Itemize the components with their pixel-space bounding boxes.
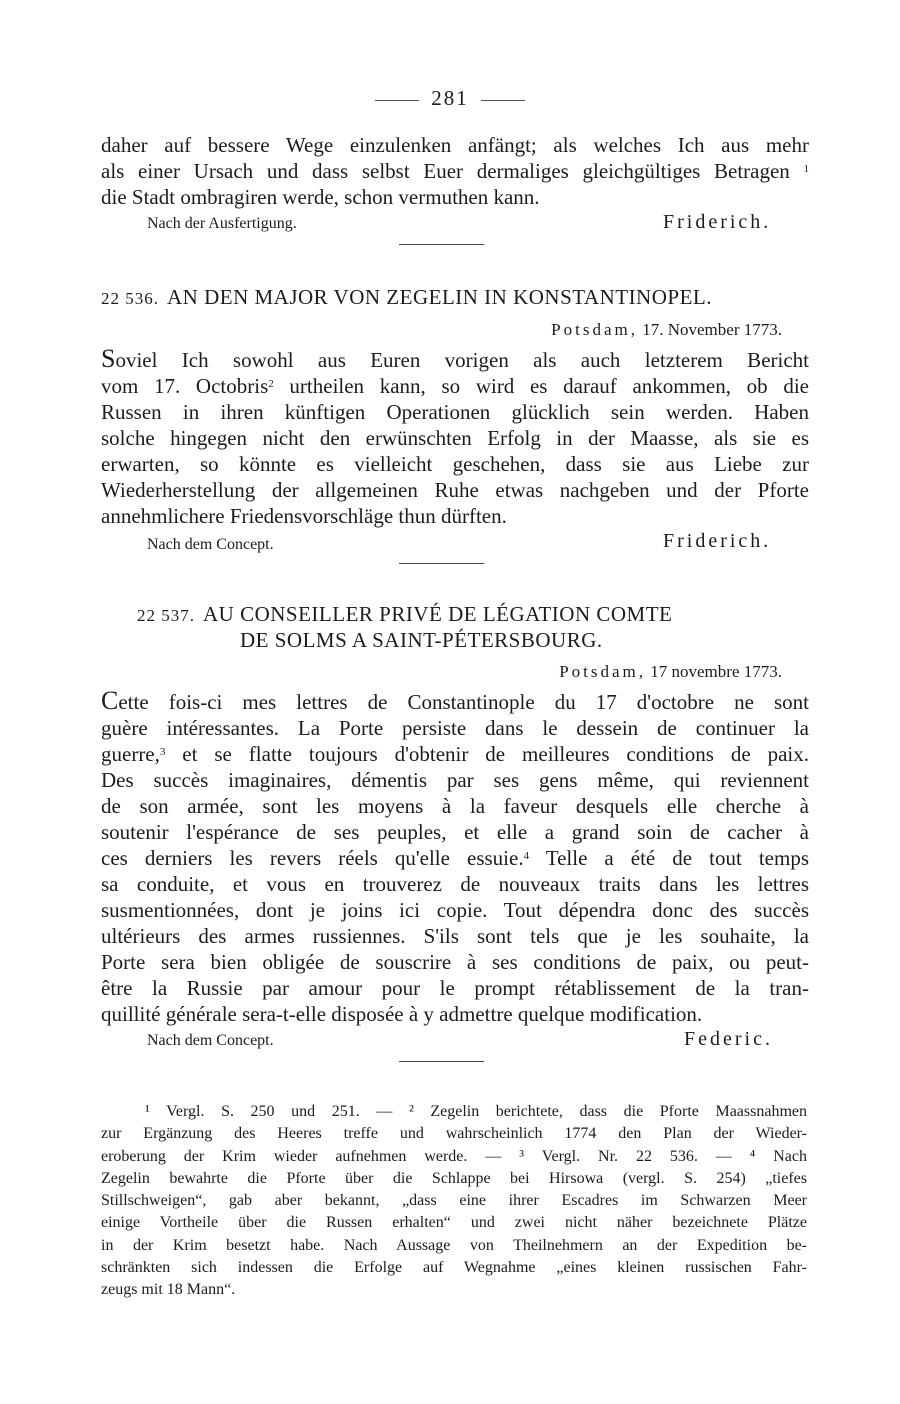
- footnote-line: Stillschweigen“, gab aber bekannt, „dass eine ihrer Escadres im Schwarzen Meer: [101, 1192, 807, 1210]
- body-line: erwarten, so könnte es vielleicht geschehen, dass sie aus Liebe zur: [101, 452, 809, 476]
- body-line: Wiederherstellung der allgemeinen Ruhe etwas nachgeben und der Pforte: [101, 478, 809, 502]
- section-divider: [399, 563, 484, 564]
- body-line: daher auf bessere Wege einzulenken anfängt; als welches Ich aus mehr: [101, 133, 809, 157]
- footnote-marker: 3: [159, 746, 166, 758]
- letter-heading-continued: DE SOLMS A SAINT-PÉTERSBOURG.: [240, 628, 603, 652]
- letter-addressee: AN DEN MAJOR VON ZEGELIN IN KONSTANTINOPEL.: [167, 285, 712, 309]
- initial-letter: C: [101, 686, 119, 715]
- body-line: Russen in ihren künftigen Operationen glücklich sein werden. Haben: [101, 400, 809, 424]
- letter-heading: [101, 285, 809, 310]
- body-line: vom 17. Octobris$^2$ urtheilen kann, so wird es darauf ankommen, ob die: [101, 374, 809, 398]
- letter-body: [101, 688, 809, 1027]
- footnote-line: einige Vortheile über die Russen erhalten“ und zwei nicht näher bezeichnete Plätze: [101, 1214, 807, 1232]
- letter-dateline: Potsdam, 17. November 1773.: [551, 320, 782, 339]
- body-line: die Stadt ombragiren werde, schon vermuthen kann.: [101, 185, 540, 209]
- footnote-line: zeugs mit 18 Mann“.: [101, 1281, 236, 1299]
- body-line: als einer Ursach und dass selbst Euer dermaliges gleichgültiges Betragen $^1$: [101, 159, 809, 183]
- signature: Federic.: [684, 1028, 773, 1050]
- body-line: solche hingegen nicht den erwünschten Erfolg in der Maasse, als sie es: [101, 426, 809, 450]
- letter-number: 22 536.: [101, 289, 159, 308]
- body-line: guère intéressantes. La Porte persiste dans le dessein de continuer la: [101, 716, 809, 740]
- body-line: Cette fois-ci mes lettres de Constantinople du 17 d'octobre ne sont: [101, 686, 809, 715]
- body-line: soutenir l'espérance de ses peuples, et elle a grand soin de cacher à: [101, 820, 809, 844]
- body-line: Des succès imaginaires, démentis par ses gens même, qui reviennent: [101, 768, 809, 792]
- letter-heading: [137, 602, 845, 627]
- body-line: guerre,$^3$ et se flatte toujours d'obtenir de meilleures conditions de paix.: [101, 742, 809, 766]
- header-rule-left: [375, 100, 419, 101]
- letter-dateline: Potsdam, 17 novembre 1773.: [559, 662, 782, 681]
- signature: Friderich.: [663, 530, 772, 552]
- signature: Friderich.: [663, 211, 772, 233]
- section-divider: [399, 244, 484, 245]
- body-line: Soviel Ich sowohl aus Euren vorigen als auch letzterem Bericht: [101, 344, 809, 373]
- page-number: 281: [431, 86, 469, 110]
- body-line: Porte sera bien obligée de souscrire à ses conditions de paix, ou peut-: [101, 950, 809, 974]
- section-divider: [399, 1061, 484, 1062]
- body-line: susmentionnées, dont je joins ici copie. Tout dépendra donc des succès: [101, 898, 809, 922]
- continuation-paragraph: [101, 132, 809, 210]
- footnote-marker: 2: [268, 378, 274, 390]
- body-line: de son armée, sont les moyens à la faveur desquels elle cherche à: [101, 794, 809, 818]
- letter-addressee: AU CONSEILLER PRIVÉ DE LÉGATION COMTE: [203, 602, 673, 626]
- footnote-line: in der Krim besetzt habe. Nach Aussage von Theilnehmern an der Expedition be-: [101, 1236, 807, 1254]
- body-line: ultérieurs des armes russiennes. S'ils sont tels que je les souhaite, la: [101, 924, 809, 948]
- source-note: Nach dem Concept.: [147, 536, 274, 553]
- header-rule-right: [481, 100, 525, 101]
- footnote-marker: 1: [803, 163, 809, 175]
- body-line: être la Russie par amour pour le prompt rétablissement de la tran-: [101, 976, 809, 1000]
- footnote-line: zur Ergänzung des Heeres treffe und wahrscheinlich 1774 den Plan der Wieder-: [101, 1125, 807, 1143]
- body-line: sa conduite, et vous en trouverez de nouveaux traits dans les lettres: [101, 872, 809, 896]
- body-line: quillité générale sera-t-elle disposée à y admettre quelque modification.: [101, 1002, 703, 1026]
- initial-letter: S: [101, 344, 116, 373]
- source-note: Nach der Ausfertigung.: [147, 215, 297, 232]
- footnote-line: ¹ Vergl. S. 250 und 251. — ² Zegelin berichtete, dass die Pforte Maassnahmen: [145, 1103, 807, 1120]
- footnote-line: eroberung der Krim wieder aufnehmen werde. — ³ Vergl. Nr. 22 536. — ⁴ Nach: [101, 1147, 807, 1165]
- footnotes: [101, 1101, 807, 1302]
- body-line: annehmlichere Friedensvorschläge thun dürften.: [101, 504, 507, 528]
- body-line: ces derniers les revers réels qu'elle essuie.$^4$ Telle a été de tout temps: [101, 846, 809, 870]
- source-note: Nach dem Concept.: [147, 1032, 274, 1049]
- footnote-marker: 4: [523, 850, 530, 862]
- footnote-line: schränkten sich indessen die Erfolge auf Wegnahme „eines kleinen russischen Fahr-: [101, 1259, 807, 1277]
- footnote-line: Zegelin bewahrte die Pforte über die Schlappe bei Hirsowa (vergl. S. 254) „tiefes: [101, 1169, 807, 1187]
- letter-body: [101, 346, 809, 529]
- page-header: [0, 86, 900, 111]
- letter-number: 22 537.: [137, 606, 195, 625]
